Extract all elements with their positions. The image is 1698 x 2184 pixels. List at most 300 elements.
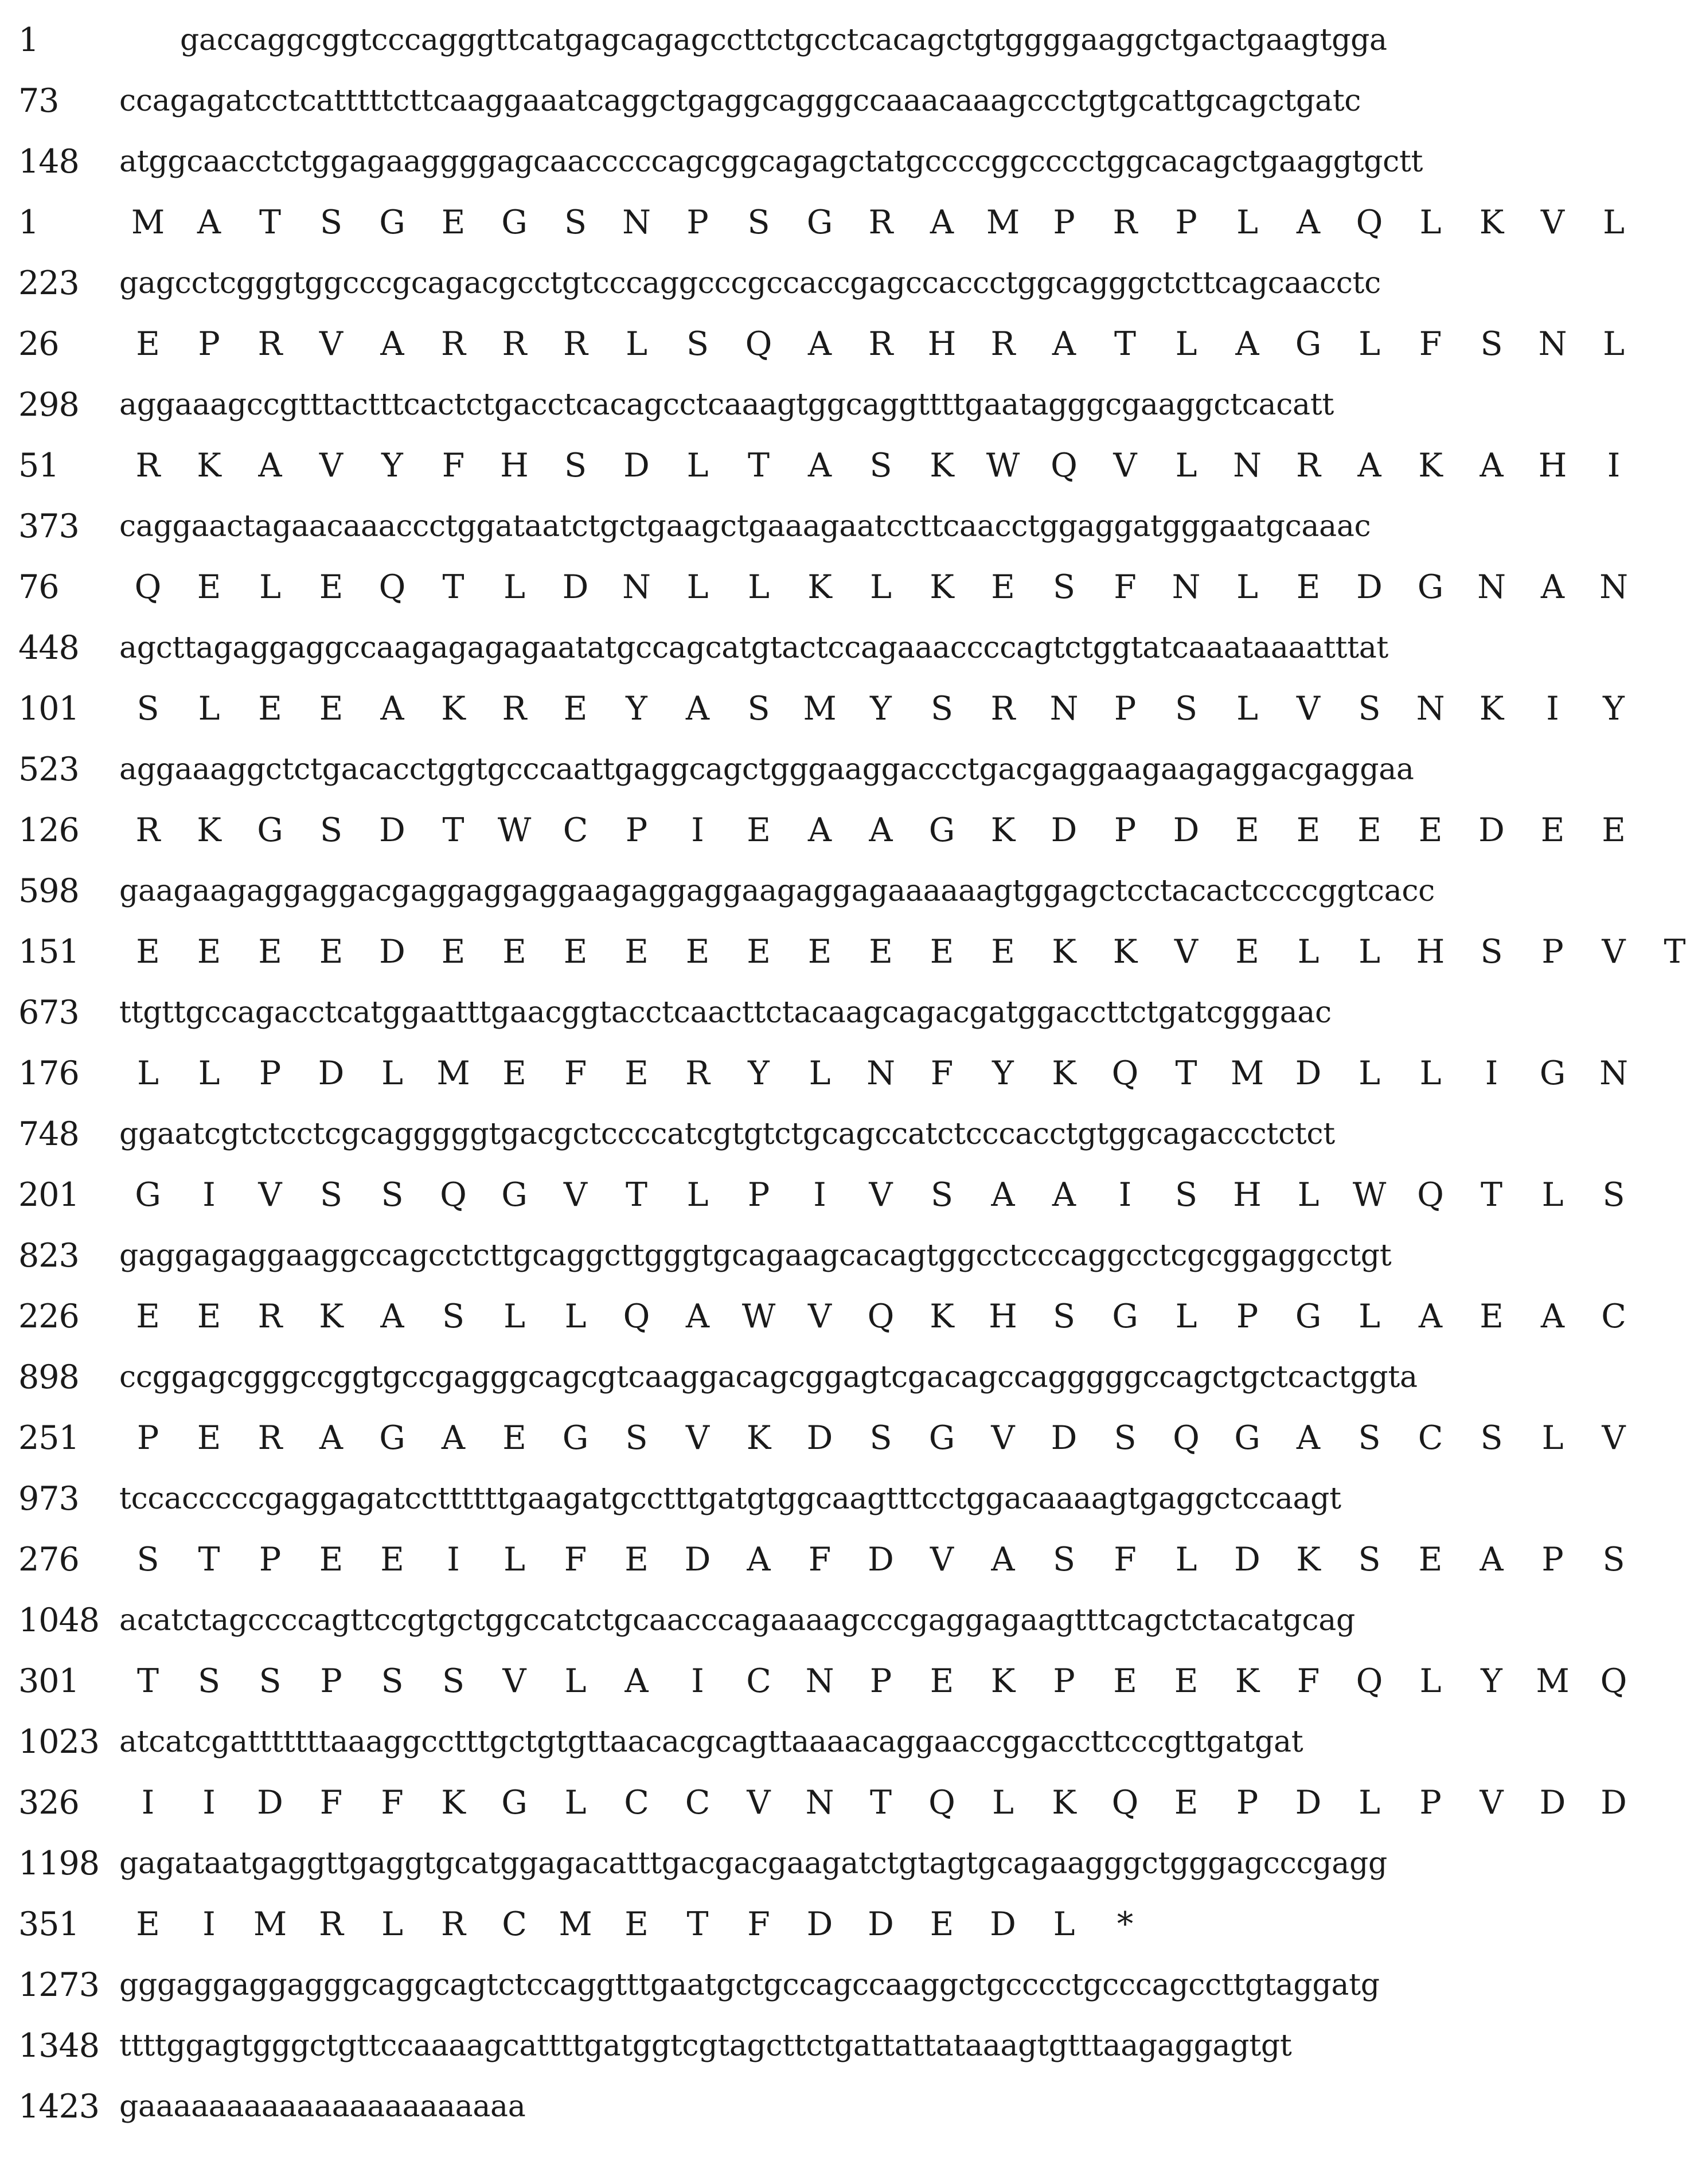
amino-acid: E <box>319 933 343 971</box>
amino-acid: A <box>1052 1176 1076 1214</box>
amino-acid: A <box>1235 325 1259 363</box>
amino-acid: L <box>1359 933 1380 971</box>
amino-acid: L <box>503 1541 525 1579</box>
amino-acid: E <box>197 1298 221 1335</box>
amino-acid: L <box>198 1054 220 1092</box>
amino-acid: E <box>197 568 221 606</box>
amino-acid: K <box>807 568 832 606</box>
amino-acid: L <box>1175 325 1197 363</box>
nucleotide-sequence: ggaatcgtctcctcgcagggggtgacgctccccatcgtgtctgcagccatctcccacctgtggcagaccctctct <box>119 1117 1335 1151</box>
amino-acid: S <box>747 204 770 241</box>
amino-acid: V <box>747 1784 771 1822</box>
amino-acid: A <box>197 204 221 241</box>
amino-acid: R <box>1113 204 1138 241</box>
protein-row <box>0 1531 1635 1588</box>
amino-acid: E <box>930 1662 954 1700</box>
amino-acid: N <box>866 1054 895 1092</box>
amino-acid: V <box>1174 933 1199 971</box>
residue-position: 276 <box>18 1541 79 1579</box>
amino-acid: M <box>1230 1054 1264 1092</box>
amino-acid: Q <box>134 568 162 606</box>
protein-row <box>0 1896 1635 1953</box>
nucleotide-position: 1198 <box>18 1845 100 1882</box>
amino-acid: L <box>870 568 892 606</box>
amino-acid: L <box>503 1298 525 1335</box>
amino-acid: K <box>441 690 466 728</box>
amino-acid: N <box>1477 568 1506 606</box>
amino-acid: S <box>1052 1298 1076 1335</box>
amino-acid: L <box>564 1662 587 1700</box>
residue-position: 251 <box>18 1419 79 1457</box>
nucleotide-row <box>0 1227 1635 1284</box>
amino-acid: A <box>991 1176 1015 1214</box>
amino-acid: L <box>1359 325 1380 363</box>
amino-acid: D <box>1295 1054 1322 1092</box>
amino-acid: L <box>259 568 281 606</box>
amino-acid: M <box>1536 1662 1570 1700</box>
amino-acid: V <box>319 447 343 485</box>
amino-acid: L <box>992 1784 1014 1822</box>
amino-acid: N <box>622 568 651 606</box>
amino-acid: P <box>1053 1662 1075 1700</box>
amino-acid: E <box>197 1419 221 1457</box>
residue-position: 26 <box>18 325 59 363</box>
amino-acid: D <box>379 811 405 849</box>
amino-acid: G <box>135 1176 161 1214</box>
amino-acid: C <box>685 1784 711 1822</box>
nucleotide-sequence: caggaactagaacaaaccctggataatctgctgaagctgaaagaatccttcaacctggaggatgggaatgcaaac <box>119 509 1371 544</box>
amino-acid: V <box>1602 933 1626 971</box>
nucleotide-position: 148 <box>18 143 79 181</box>
amino-acid: E <box>991 568 1015 606</box>
amino-acid: E <box>1296 811 1321 849</box>
amino-acid: S <box>869 447 892 485</box>
residue-position: 151 <box>18 933 79 971</box>
amino-acid: R <box>685 1054 710 1092</box>
amino-acid: D <box>1173 811 1200 849</box>
amino-acid: L <box>381 1905 403 1943</box>
amino-acid: S <box>136 690 159 728</box>
amino-acid: S <box>1052 568 1076 606</box>
amino-acid: C <box>1418 1419 1443 1457</box>
amino-acid: I <box>1607 447 1621 485</box>
amino-acid: R <box>257 1419 283 1457</box>
amino-acid: P <box>1541 1541 1564 1579</box>
amino-acid: R <box>1296 447 1321 485</box>
amino-acid: L <box>1541 1419 1564 1457</box>
amino-acid: S <box>1358 1541 1381 1579</box>
amino-acid: I <box>1546 690 1559 728</box>
protein-row <box>0 437 1635 494</box>
amino-acid: T <box>1114 325 1137 363</box>
amino-acid: E <box>1235 933 1259 971</box>
amino-acid: E <box>624 1054 649 1092</box>
nucleotide-position: 1273 <box>18 1966 100 2004</box>
amino-acid: V <box>1540 204 1565 241</box>
amino-acid: D <box>1539 1784 1566 1822</box>
amino-acid: P <box>320 1662 342 1700</box>
amino-acid: C <box>746 1662 771 1700</box>
amino-acid: K <box>930 1298 954 1335</box>
amino-acid: S <box>1358 690 1381 728</box>
amino-acid: E <box>197 933 221 971</box>
nucleotide-sequence: aggaaagccgtttactttcactctgacctcacagcctcaaagtggcaggttttgaatagggcgaaggctcacatt <box>119 388 1334 422</box>
amino-acid: G <box>501 204 528 241</box>
amino-acid: R <box>319 1905 343 1943</box>
amino-acid: Y <box>748 1054 770 1092</box>
amino-acid: A <box>1480 1541 1504 1579</box>
nucleotide-sequence: ccagagatcctcatttttcttcaaggaaatcaggctgaggcagggccaaacaaagccctgtgcattgcagctgatc <box>119 84 1361 118</box>
nucleotide-position: 373 <box>18 507 79 545</box>
amino-acid: S <box>319 1176 343 1214</box>
residue-position: 201 <box>18 1176 79 1214</box>
amino-acid: P <box>747 1176 770 1214</box>
protein-row <box>0 194 1635 251</box>
nucleotide-position: 1048 <box>18 1601 100 1639</box>
amino-acid: Q <box>1051 447 1078 485</box>
amino-acid: I <box>447 1541 460 1579</box>
nucleotide-position: 1348 <box>18 2027 100 2065</box>
residue-position: 101 <box>18 690 79 728</box>
nucleotide-row <box>0 619 1635 677</box>
amino-acid: T <box>259 204 282 241</box>
nucleotide-sequence: gagcctcgggtggcccgcagacgcctgtcccaggcccgccaccgagccaccctggcagggctcttcagcaacctc <box>119 266 1381 300</box>
nucleotide-row <box>0 2078 1635 2135</box>
amino-acid: L <box>1297 933 1320 971</box>
amino-acid: T <box>442 811 464 849</box>
amino-acid: L <box>686 568 709 606</box>
amino-acid: E <box>624 1541 649 1579</box>
amino-acid: A <box>380 325 404 363</box>
amino-acid: V <box>807 1298 832 1335</box>
amino-acid: D <box>257 1784 283 1822</box>
amino-acid: L <box>381 1054 403 1092</box>
nucleotide-sequence: ttttggagtgggctgttccaaaagcattttgatggtcgtagcttctgattattataaagtgtttaagaggagtgt <box>119 2029 1292 2063</box>
amino-acid: E <box>380 1541 404 1579</box>
amino-acid: G <box>501 1784 528 1822</box>
amino-acid: L <box>1359 1054 1380 1092</box>
amino-acid: L <box>1541 1176 1564 1214</box>
nucleotide-position: 1423 <box>18 2088 100 2126</box>
amino-acid: F <box>1419 325 1442 363</box>
amino-acid: S <box>259 1662 282 1700</box>
amino-acid: L <box>503 568 525 606</box>
amino-acid: R <box>257 1298 283 1335</box>
nucleotide-sequence: atggcaacctctggagaaggggagcaacccccagcggcagagctatgccccggcccctggcacagctgaaggtgctt <box>119 144 1423 179</box>
amino-acid: L <box>1419 204 1442 241</box>
amino-acid: L <box>626 325 647 363</box>
amino-acid: A <box>807 811 832 849</box>
amino-acid: Y <box>626 690 647 728</box>
amino-acid: A <box>807 447 832 485</box>
amino-acid: P <box>259 1054 282 1092</box>
amino-acid: N <box>622 204 651 241</box>
nucleotide-sequence: ttgttgccagacctcatggaatttgaacggtacctcaacttctacaagcagacgatggaccttctgatcgggaac <box>119 995 1332 1030</box>
nucleotide-row <box>0 741 1635 798</box>
amino-acid: L <box>1236 690 1258 728</box>
nucleotide-row <box>0 1713 1635 1771</box>
amino-acid: L <box>1175 447 1197 485</box>
amino-acid: T <box>686 1905 709 1943</box>
amino-acid: L <box>1175 1298 1197 1335</box>
amino-acid: K <box>746 1419 771 1457</box>
amino-acid: S <box>1480 325 1503 363</box>
amino-acid: N <box>1416 690 1445 728</box>
protein-row <box>0 802 1635 859</box>
amino-acid: S <box>1602 1541 1625 1579</box>
nucleotide-position: 448 <box>18 629 79 667</box>
amino-acid: V <box>685 1419 710 1457</box>
amino-acid: E <box>1235 811 1259 849</box>
amino-acid: H <box>927 325 957 363</box>
amino-acid: R <box>990 690 1016 728</box>
amino-acid: K <box>1052 933 1076 971</box>
amino-acid: D <box>1051 1419 1078 1457</box>
amino-acid: Q <box>440 1176 467 1214</box>
amino-acid: Q <box>1417 1176 1444 1214</box>
amino-acid: Q <box>928 1784 955 1822</box>
amino-acid: G <box>379 1419 405 1457</box>
amino-acid: R <box>868 325 893 363</box>
amino-acid: Q <box>867 1298 895 1335</box>
amino-acid: Q <box>1173 1419 1200 1457</box>
amino-acid: E <box>319 568 343 606</box>
amino-acid: P <box>1419 1784 1442 1822</box>
amino-acid: V <box>1296 690 1321 728</box>
amino-acid: F <box>1114 568 1137 606</box>
amino-acid: E <box>136 325 160 363</box>
residue-position: 126 <box>18 811 79 849</box>
amino-acid: F <box>564 1541 587 1579</box>
amino-acid: M <box>986 204 1020 241</box>
amino-acid: V <box>563 1176 588 1214</box>
amino-acid: F <box>564 1054 587 1092</box>
amino-acid: D <box>623 447 650 485</box>
amino-acid: C <box>1601 1298 1626 1335</box>
amino-acid: E <box>1480 1298 1504 1335</box>
amino-acid: I <box>691 1662 704 1700</box>
nucleotide-row <box>0 1592 1635 1649</box>
nucleotide-row <box>0 984 1635 1041</box>
nucleotide-row <box>0 1105 1635 1163</box>
amino-acid: G <box>379 204 405 241</box>
amino-acid: F <box>808 1541 832 1579</box>
nucleotide-row <box>0 1835 1635 1892</box>
nucleotide-sequence: gaccaggcggtcccagggttcatgagcagagccttctgcctcacagctgtggggaaggctgactgaagtgga <box>180 23 1387 57</box>
nucleotide-position: 598 <box>18 872 79 910</box>
amino-acid: A <box>1480 447 1504 485</box>
amino-acid: D <box>1601 1784 1627 1822</box>
amino-acid: S <box>1174 690 1198 728</box>
amino-acid: L <box>1175 1541 1197 1579</box>
amino-acid: T <box>1175 1054 1197 1092</box>
nucleotide-sequence: gaggagaggaaggccagcctcttgcaggcttgggtgcagaagcacagtggcctcccaggcctcgcggaggcctgt <box>119 1238 1392 1273</box>
amino-acid: T <box>869 1784 892 1822</box>
nucleotide-row <box>0 2017 1635 2074</box>
amino-acid: S <box>1480 1419 1503 1457</box>
amino-acid: E <box>1174 1784 1199 1822</box>
protein-row <box>0 1166 1635 1224</box>
stop-codon: * <box>1117 1905 1134 1943</box>
amino-acid: E <box>441 933 466 971</box>
amino-acid: A <box>685 1298 710 1335</box>
amino-acid: A <box>624 1662 649 1700</box>
amino-acid: D <box>990 1905 1016 1943</box>
amino-acid: P <box>259 1541 282 1579</box>
amino-acid: P <box>1236 1298 1259 1335</box>
amino-acid: W <box>1352 1176 1387 1214</box>
amino-acid: L <box>1603 204 1625 241</box>
residue-position: 51 <box>18 447 59 485</box>
amino-acid: H <box>1233 1176 1262 1214</box>
amino-acid: S <box>564 204 587 241</box>
amino-acid: E <box>624 933 649 971</box>
amino-acid: A <box>380 690 404 728</box>
amino-acid: K <box>441 1784 466 1822</box>
amino-acid: M <box>559 1905 592 1943</box>
amino-acid: L <box>686 447 709 485</box>
amino-acid: K <box>990 811 1016 849</box>
amino-acid: F <box>747 1905 770 1943</box>
nucleotide-row <box>0 1349 1635 1406</box>
amino-acid: S <box>1358 1419 1381 1457</box>
amino-acid: K <box>1052 1054 1076 1092</box>
amino-acid: S <box>136 1541 159 1579</box>
amino-acid: K <box>319 1298 343 1335</box>
amino-acid: A <box>869 811 893 849</box>
amino-acid: A <box>1540 568 1565 606</box>
amino-acid: L <box>1359 1784 1380 1822</box>
amino-acid: D <box>868 1905 894 1943</box>
amino-acid: L <box>809 1054 831 1092</box>
amino-acid: E <box>747 811 771 849</box>
amino-acid: S <box>1602 1176 1625 1214</box>
amino-acid: C <box>502 1905 527 1943</box>
amino-acid: V <box>502 1662 526 1700</box>
amino-acid: C <box>624 1784 649 1822</box>
amino-acid: T <box>198 1541 220 1579</box>
amino-acid: R <box>135 811 161 849</box>
amino-acid: A <box>747 1541 771 1579</box>
amino-acid: Q <box>1356 1662 1383 1700</box>
amino-acid: V <box>258 1176 282 1214</box>
amino-acid: A <box>380 1298 404 1335</box>
amino-acid: S <box>747 690 770 728</box>
amino-acid: K <box>197 447 221 485</box>
amino-acid: I <box>691 811 704 849</box>
amino-acid: E <box>502 933 526 971</box>
amino-acid: G <box>1112 1298 1138 1335</box>
amino-acid: T <box>625 1176 648 1214</box>
amino-acid: L <box>1603 325 1625 363</box>
amino-acid: S <box>442 1662 465 1700</box>
amino-acid: F <box>1297 1662 1320 1700</box>
nucleotide-position: 898 <box>18 1358 79 1396</box>
amino-acid: R <box>441 1905 466 1943</box>
protein-row <box>0 1045 1635 1102</box>
amino-acid: Y <box>381 447 403 485</box>
amino-acid: R <box>502 325 527 363</box>
protein-row <box>0 1409 1635 1467</box>
amino-acid: G <box>1295 1298 1322 1335</box>
nucleotide-sequence: gggaggaggagggcaggcagtctccaggtttgaatgctgccagccaaggctgcccctgcccagccttgtaggatg <box>119 1968 1380 2002</box>
amino-acid: N <box>1172 568 1201 606</box>
protein-row <box>0 680 1635 737</box>
amino-acid: S <box>381 1662 404 1700</box>
amino-acid: I <box>202 1784 216 1822</box>
residue-position: 301 <box>18 1662 79 1700</box>
amino-acid: K <box>1296 1541 1321 1579</box>
amino-acid: L <box>564 1784 587 1822</box>
amino-acid: V <box>930 1541 954 1579</box>
amino-acid: D <box>318 1054 345 1092</box>
amino-acid: K <box>1235 1662 1260 1700</box>
nucleotide-position: 223 <box>18 264 79 302</box>
amino-acid: T <box>1664 933 1686 971</box>
amino-acid: N <box>805 1784 834 1822</box>
amino-acid: E <box>258 690 282 728</box>
nucleotide-row <box>0 1956 1635 2014</box>
amino-acid: E <box>869 933 893 971</box>
nucleotide-row <box>0 255 1635 312</box>
amino-acid: D <box>1478 811 1505 849</box>
amino-acid: A <box>441 1419 466 1457</box>
amino-acid: A <box>685 690 710 728</box>
amino-acid: K <box>1418 447 1443 485</box>
amino-acid: S <box>197 1662 221 1700</box>
amino-acid: G <box>1417 568 1444 606</box>
amino-acid: S <box>319 811 343 849</box>
amino-acid: Y <box>1481 1662 1502 1700</box>
amino-acid: V <box>1602 1419 1626 1457</box>
amino-acid: E <box>1357 811 1381 849</box>
amino-acid: I <box>1118 1176 1132 1214</box>
amino-acid: D <box>379 933 405 971</box>
amino-acid: E <box>1418 811 1443 849</box>
amino-acid: P <box>1114 690 1137 728</box>
nucleotide-position: 73 <box>18 82 59 120</box>
nucleotide-sequence: ccggagcgggccggtgccgagggcagcgtcaaggacagcggagtcgacagccagggggccagctgctcactggta <box>119 1360 1418 1394</box>
residue-position: 1 <box>18 204 39 241</box>
amino-acid: E <box>319 690 343 728</box>
amino-acid: L <box>1419 1662 1442 1700</box>
protein-row <box>0 558 1635 616</box>
amino-acid: Q <box>745 325 772 363</box>
amino-acid: S <box>1114 1419 1137 1457</box>
amino-acid: T <box>1480 1176 1503 1214</box>
amino-acid: Q <box>1111 1784 1139 1822</box>
amino-acid: A <box>1418 1298 1443 1335</box>
amino-acid: A <box>1540 1298 1565 1335</box>
nucleotide-sequence: gaagaagaggaggacgaggaggaggaagaggaggaagaggagaaaaaagtggagctcctacactccccggtcacc <box>119 874 1435 908</box>
amino-acid: P <box>1541 933 1564 971</box>
amino-acid: L <box>1359 1298 1380 1335</box>
amino-acid: M <box>253 1905 287 1943</box>
amino-acid: I <box>141 1784 155 1822</box>
amino-acid: E <box>563 933 588 971</box>
amino-acid: D <box>806 1905 833 1943</box>
protein-row <box>0 1288 1635 1345</box>
amino-acid: S <box>930 1176 954 1214</box>
amino-acid: D <box>868 1541 894 1579</box>
amino-acid: P <box>1114 811 1137 849</box>
amino-acid: V <box>319 325 343 363</box>
amino-acid: E <box>136 933 160 971</box>
protein-row <box>0 315 1635 373</box>
nucleotide-sequence: tccacccccgaggagatccttttttgaagatgcctttgatgtggcaagtttcctggacaaaagtgaggctccaagt <box>119 1482 1341 1516</box>
amino-acid: A <box>258 447 282 485</box>
nucleotide-row <box>0 376 1635 433</box>
